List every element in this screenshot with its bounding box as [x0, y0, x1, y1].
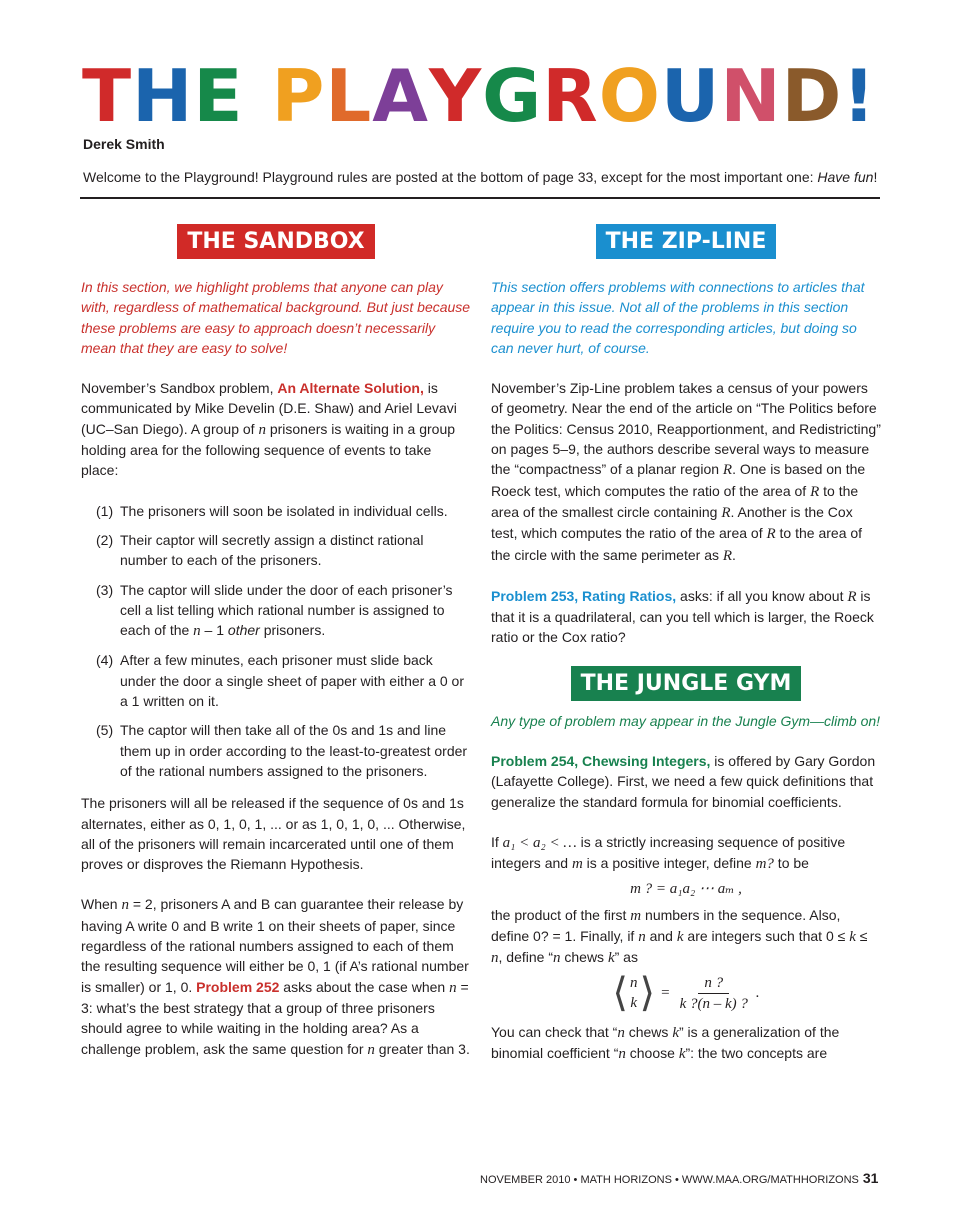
- zipline-column: [491, 224, 881, 1064]
- title-letter: H: [132, 54, 194, 138]
- sandbox-column: [81, 224, 471, 1060]
- title-letter: N: [720, 54, 782, 138]
- welcome-text: Welcome to the Playground! Playground rules are posted at the bottom of page 33, except for the most important one: Have fun!: [83, 169, 878, 185]
- list-item: (3) The captor will slide under the door of each prisoner’s cell a list telling which rational number is assigned to each of the n – 1 other prisoners.: [96, 581, 453, 640]
- problem-link[interactable]: Problem 254, Chewsing Integers,: [491, 753, 711, 770]
- title-letter: L: [325, 54, 373, 138]
- title-letter: U: [660, 54, 721, 138]
- junglegym-paragraph: If a₁ < a₂ < … is a strictly increasing sequence of positive integers and m is a positive integer, define m? to be: [491, 833, 846, 873]
- list-item: (1) The prisoners will soon be isolated in individual cells.: [96, 502, 448, 519]
- sandbox-paragraph: When n = 2, prisoners A and B can guarantee their release by having A write 0 and B write 1 on their sheets of paper, since regardless of the rational numbers assigned to each of them the resulting sequence will either be 0, 1 (if A’s rational number is smaller) or 1, 0. Problem 252 asks about the case when n = 3: what’s the best strategy that a group of three prisoners should agree to while waiting in the holding area? As a challenge problem, ask the same question for n greater than 3.: [81, 896, 470, 1058]
- list-item: (2) Their captor will secretly assign a distinct rational number to each of the prisoners.: [96, 531, 424, 569]
- junglegym-heading: THE JUNGLE GYM: [571, 666, 802, 701]
- list-item: (4) After a few minutes, each prisoner must slide back under the door a single sheet of paper with either a 0 or a 1 written on it.: [96, 652, 464, 710]
- sandbox-intro: In this section, we highlight problems that anyone can play with, regardless of mathematical background. But just because these problems are easy to approach doesn’t necessarily mean that they are easy to solve!: [81, 279, 471, 356]
- equation-chews: ⟨ n k ⟩ = $\frac{n ?}{k ?(n - k) ?}$ .: [612, 970, 760, 1016]
- title-letter: E: [193, 54, 244, 138]
- page-footer: NOVEMBER 2010 • MATH HORIZONS • WWW.MAA.ORG/MATHHORIZONS 31: [480, 1170, 879, 1186]
- header-divider: [80, 197, 880, 199]
- title-letter: !: [842, 54, 877, 138]
- page-title: [82, 56, 876, 136]
- title-letter: P: [271, 54, 326, 138]
- event-list: [96, 501, 471, 782]
- title-letter: R: [542, 54, 599, 138]
- problem-link[interactable]: An Alternate Solution,: [277, 380, 424, 397]
- title-letter: T: [82, 54, 133, 138]
- problem-link[interactable]: Problem 253, Rating Ratios,: [491, 587, 677, 604]
- title-letter: Y: [428, 54, 483, 138]
- sandbox-paragraph: November’s Sandbox problem, An Alternate Solution, is communicated by Mike Develin (D.E. Shaw) and Ariel Levavi (UC–San Diego). A group of n prisoners is waiting in a group holding area for the following sequence of events to take place:: [81, 380, 457, 479]
- zipline-heading: THE ZIP-LINE: [596, 224, 777, 259]
- zipline-paragraph: Problem 253, Rating Ratios, asks: if all you know about R is that it is a quadrilateral, can you tell which is larger, the Roeck ratio or the Cox ratio?: [491, 587, 874, 646]
- zipline-paragraph: November’s Zip-Line problem takes a census of your powers of geometry. Near the end of the article on “The Politics before the Politics: Census 2010, Reapportionment, and Redistricting” on pages 5–9, the authors describe several ways to measure the “compactness” of a planar region R. One is based on the Roeck test, which computes the ratio of the area of R to the area of the smallest circle containing R. Another is the Cox test, which computes the ratio of the area of R to the area of the circle with the same perimeter as R.: [491, 380, 881, 564]
- list-item: (5) The captor will then take all of the 0s and 1s and line them up in order according to the least-to-greatest order of the rational numbers assigned to the prisoners.: [96, 722, 468, 779]
- title-letter: A: [372, 54, 429, 138]
- title-letter: O: [598, 54, 661, 138]
- junglegym-intro: Any type of problem may appear in the Jungle Gym—climb on!: [491, 712, 881, 729]
- sandbox-paragraph: The prisoners will all be released if the sequence of 0s and 1s alternates, either as 0, 1, 0, 1, ... or as 1, 0, 1, 0, ... Otherwise, all of the prisoners will remain incarcerated until one of them proves or disproves the Riemann Hypothesis.: [81, 795, 466, 873]
- title-letter: D: [781, 54, 843, 138]
- junglegym-paragraph: the product of the first m numbers in the sequence. Also, define 0? = 1. Finally, if n and k are integers such that 0 ≤ k ≤ n, define “n chews k” as: [491, 906, 868, 967]
- author-name: Derek Smith: [83, 136, 165, 152]
- zipline-intro: This section offers problems with connections to articles that appear in this issue. Not all of the problems in this section require you to read the corresponding articles, but doing so can never hurt, of course.: [491, 279, 865, 356]
- page-number: 31: [862, 1170, 879, 1186]
- junglegym-paragraph: Problem 254, Chewsing Integers, is offered by Gary Gordon (Lafayette College). First, we need a few quick definitions that generalize the standard formula for binomial coefficients.: [491, 753, 876, 810]
- junglegym-paragraph: You can check that “n chews k” is a generalization of the binomial coefficient “n choose k”: the two concepts are: [491, 1023, 840, 1063]
- sandbox-heading: THE SANDBOX: [177, 224, 374, 259]
- equation-mq: m ? = a₁a₂ ⋯ aₘ ,: [630, 880, 742, 897]
- problem-link[interactable]: Problem 252: [196, 978, 280, 995]
- title-letter: G: [482, 54, 543, 138]
